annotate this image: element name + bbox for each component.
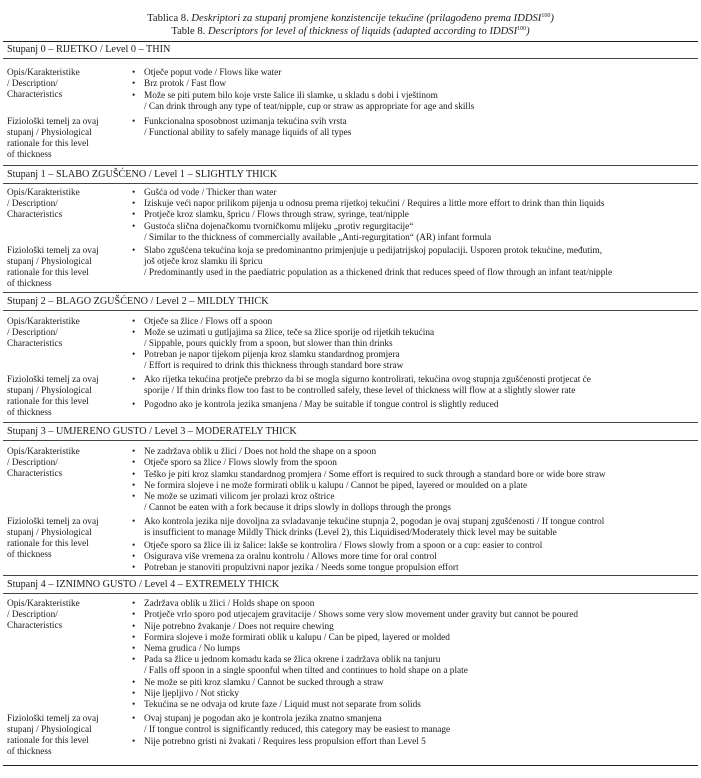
table-caption: [0, 0, 701, 40]
caption-hr-close: ): [550, 13, 554, 24]
list-item: [132, 400, 499, 411]
list-item-text: Gustoća slična dojenačkomu tvorničkomu mlijeku „protiv regurgitacije“: [144, 222, 414, 232]
list-item-text: Brz protok / Fast flow: [144, 79, 227, 89]
caption-en-number: Table 8.: [171, 25, 208, 37]
list-item: [132, 117, 351, 139]
list-item-text: Zadržava oblik u žlici / Holds shape on spoon: [144, 599, 315, 609]
list-item-text: / Predominantly used in the paediatric population as a thickened drink that reduces speed of flow through an infant teat/nipple: [144, 267, 613, 278]
list-item-text: Gušća od vode / Thicker than water: [144, 188, 277, 198]
level-heading-rule: [3, 183, 698, 184]
list-item: [132, 610, 578, 621]
row-label-line: / Description/: [7, 198, 58, 209]
bullet-icon: •: [132, 188, 136, 198]
list-item: [132, 199, 604, 210]
bullet-icon: •: [132, 563, 136, 573]
row-label-line: of thickness: [7, 278, 52, 289]
list-item: [132, 633, 450, 644]
level-heading-rule: [3, 440, 698, 441]
list-item-text: Otječe sa žlice / Flows off a spoon: [144, 317, 273, 327]
bullet-icon: •: [132, 199, 136, 209]
list-item-text: još otječe kroz slamku ili špricu: [144, 256, 263, 267]
bullet-icon: •: [132, 350, 136, 360]
caption-en-reference: 100: [517, 25, 527, 32]
row-label-line: Fiziološki temelj za ovaj: [7, 517, 99, 527]
caption-english: [0, 26, 701, 39]
list-item-text: / Falls off spoon in a single spoonful when tilted and continues to hold shape on a plate: [144, 665, 468, 676]
list-item: [132, 222, 491, 244]
row-label-rationale: [7, 246, 127, 290]
bullet-icon: •: [132, 700, 136, 710]
level-heading-rule: [3, 310, 698, 311]
list-item-text: Ako rijetka tekućina protječe prebrzo da bi se mogla sigurno kontrolirati, tekućina ovog stupnja zgušćenosti protjecat će: [144, 375, 591, 385]
list-item-text: Potreban je stanoviti propulzivni napor jezika / Needs some tongue propulsion effort: [144, 563, 459, 573]
list-item: [132, 375, 591, 397]
row-label-line: Characteristics: [7, 468, 63, 479]
list-item: [132, 517, 604, 539]
row-label-line: rationale for this level: [7, 538, 89, 549]
row-label-line: Opis/Karakteristike: [7, 447, 80, 457]
list-item: [132, 210, 409, 221]
row-label-description: [7, 68, 127, 101]
list-item: [132, 350, 403, 372]
level-heading: Stupanj 1 – SLABO ZGUŠĆENO / Level 1 – SLIGHTLY THICK: [7, 169, 278, 180]
row-label-line: Characteristics: [7, 89, 63, 100]
list-item-text: Ne može se piti kroz slamku / Cannot be sucked through a straw: [144, 678, 384, 688]
caption-hr-number: Tablica 8.: [147, 13, 192, 24]
row-label-line: Fiziološki temelj za ovaj: [7, 714, 99, 724]
row-label-line: rationale for this level: [7, 267, 89, 278]
list-item-text: Nema grudica / No lumps: [144, 644, 241, 654]
caption-hr-reference: 100: [541, 13, 551, 19]
row-label-line: of thickness: [7, 746, 52, 757]
list-item-text: Pada sa žlice u jednom komadu kada se žlica okrene i zadržava oblik na tanjuru: [144, 655, 441, 665]
list-item-text: Otječe sporo sa žlice / Flows slowly from the spoon: [144, 458, 337, 468]
list-item-text: / Functional ability to safely manage liquids of all types: [144, 127, 352, 138]
row-label-line: Characteristics: [7, 338, 63, 349]
row-label-line: rationale for this level: [7, 396, 89, 407]
caption-en-close: ): [526, 25, 530, 37]
row-label-line: Opis/Karakteristike: [7, 317, 80, 327]
list-item-text: Tekućina se ne odvaja od krute faze / Liquid must not separate from solids: [144, 700, 421, 710]
list-item: [132, 552, 437, 563]
row-label-line: Opis/Karakteristike: [7, 599, 80, 609]
list-item-text: / If tongue control is significantly reduced, this category may be easiest to manage: [144, 724, 451, 735]
list-item-text: Ne može se uzimati vilicom jer prolazi kroz oštrice: [144, 492, 335, 502]
list-item-text: Funkcionalna sposobnost uzimanja tekućina svih vrsta: [144, 117, 347, 127]
caption-en-title: Descriptors for level of thickness of liquids (adapted according to IDDSI: [207, 25, 518, 37]
list-item: [132, 689, 239, 700]
level-heading: Stupanj 2 – BLAGO ZGUŠĆENO / Level 2 – MILDLY THICK: [7, 296, 269, 307]
list-item-text: / Effort is required to drink this thickness through standard bore straw: [144, 360, 404, 371]
row-label-line: rationale for this level: [7, 138, 89, 149]
list-item-text: Iziskuje veći napor prilikom pijenja u odnosu prema rijetkoj tekućini / Requires a little more effort to drink than thin liquids: [144, 199, 605, 209]
list-item: [132, 541, 542, 552]
row-label-line: Fiziološki temelj za ovaj: [7, 375, 99, 385]
list-item-text: / Cannot be eaten with a fork because it drips slowly in dollops through the prongs: [144, 502, 452, 513]
list-item: [132, 644, 240, 655]
row-label-line: Characteristics: [7, 209, 63, 220]
row-label-line: Characteristics: [7, 620, 63, 631]
list-item: [132, 328, 434, 350]
list-item: [132, 458, 337, 469]
list-item-text: Otječe poput vode / Flows like water: [144, 68, 282, 78]
list-item: [132, 599, 314, 610]
list-item: [132, 481, 527, 492]
bullet-icon: •: [132, 447, 136, 457]
bullet-icon: •: [132, 492, 136, 502]
level-heading: Stupanj 0 – RIJETKO / Level 0 – THIN: [7, 44, 171, 55]
list-item-text: Potreban je napor tijekom pijenja kroz slamku standardnog promjera: [144, 350, 400, 360]
list-item: [132, 68, 281, 79]
row-label-line: / Description/: [7, 78, 58, 89]
list-item: [132, 246, 612, 279]
list-item-text: Može se uzimati u gutljajima sa žlice, teče sa žlice sporije od rijetkih tekućina: [144, 328, 435, 338]
row-label-rationale: [7, 375, 127, 419]
level-heading: Stupanj 3 – UMJERENO GUSTO / Level 3 – MODERATELY THICK: [7, 426, 297, 437]
row-label-line: stupanj / Physiological: [7, 527, 92, 538]
list-item-text: Ako kontrola jezika nije dovoljna za svladavanje tekućine stupnja 2, pogodan je ovaj stupanj zgušćenosti / If tongue control: [144, 517, 605, 527]
row-label-line: stupanj / Physiological: [7, 127, 92, 138]
bullet-icon: •: [132, 68, 136, 78]
bullet-icon: •: [132, 470, 136, 480]
list-item: [132, 563, 459, 574]
bullet-icon: •: [132, 517, 136, 527]
list-item-text: Otječe sporo sa žlice ili iz šalice: lakše se kontrolira / Flows slowly from a spoon or a cup: easier to control: [144, 541, 543, 551]
row-label-line: / Description/: [7, 327, 58, 338]
list-item-text: Ovaj stupanj je pogodan ako je kontrola jezika znatno smanjena: [144, 714, 382, 724]
row-label-line: rationale for this level: [7, 735, 89, 746]
list-item-text: / Similar to the thickness of commercially available „Anti-regurgitation“ (AR) infant formula: [144, 232, 492, 243]
row-label-line: stupanj / Physiological: [7, 385, 92, 396]
bullet-icon: •: [132, 655, 136, 665]
row-label-line: of thickness: [7, 549, 52, 560]
bullet-icon: •: [132, 610, 136, 620]
row-label-line: Opis/Karakteristike: [7, 188, 80, 198]
row-label-line: of thickness: [7, 149, 52, 160]
bullet-icon: •: [132, 689, 136, 699]
list-item-text: / Can drink through any type of teat/nipple, cup or straw as appropriate for age and skills: [144, 101, 475, 112]
list-item-text: Nije ljepljivo / Not sticky: [144, 689, 240, 699]
list-item-text: Formira slojeve i može formirati oblik u kalupu / Can be piped, layered or molded: [144, 633, 450, 643]
bullet-icon: •: [132, 117, 136, 127]
list-item: [132, 447, 376, 458]
bullet-icon: •: [132, 328, 136, 338]
bullet-icon: •: [132, 737, 136, 747]
list-item-text: Može se piti putem bilo koje vrste šalice ili slamke, u skladu s dobi i vještinom: [144, 91, 438, 101]
list-item-text: Nije potrebno žvakanje / Does not require chewing: [144, 622, 334, 632]
list-item: [132, 622, 334, 633]
list-item: [132, 655, 468, 677]
bullet-icon: •: [132, 644, 136, 654]
bullet-icon: •: [132, 458, 136, 468]
list-item-text: Slabo zgušćena tekućina koja se predominantno primjenjuje u pedijatrijskoj populaciji. Usporen protok tekućine, međutim,: [144, 246, 603, 256]
list-item-text: Ne zadržava oblik u žlici / Does not hold the shape on a spoon: [144, 447, 377, 457]
level-separator: [3, 165, 698, 166]
bullet-icon: •: [132, 317, 136, 327]
list-item-text: Nije potrebno gristi ni žvakati / Requires less propulsion effort than Level 5: [144, 737, 426, 747]
list-item-text: / Sippable, pours quickly from a spoon, but slower than thin drinks: [144, 338, 393, 349]
row-label-rationale: [7, 517, 127, 561]
list-item: [132, 714, 450, 736]
bullet-icon: •: [132, 622, 136, 632]
row-label-description: [7, 317, 127, 350]
table-top-rule: [3, 41, 698, 42]
row-label-line: of thickness: [7, 407, 52, 418]
level-separator: [3, 292, 698, 293]
row-label-line: stupanj / Physiological: [7, 256, 92, 267]
bullet-icon: •: [132, 222, 136, 232]
bullet-icon: •: [132, 552, 136, 562]
list-item: [132, 470, 606, 481]
list-item-text: is insufficient to manage Mildly Thick drinks (Level 2), this Liquidised/Moderately thick level may be suitable: [144, 527, 557, 538]
bullet-icon: •: [132, 541, 136, 551]
bullet-icon: •: [132, 91, 136, 101]
list-item-text: Teško je piti kroz slamku standardnog promjera / Some effort is required to suck through a standard bore or wide bore straw: [144, 470, 606, 480]
list-item: [132, 317, 272, 328]
row-label-description: [7, 447, 127, 480]
level-heading: Stupanj 4 – IZNIMNO GUSTO / Level 4 – EXTREMELY THICK: [7, 579, 280, 590]
bullet-icon: •: [132, 375, 136, 385]
list-item: [132, 700, 421, 711]
bullet-icon: •: [132, 481, 136, 491]
list-item-text: sporije / If thin drinks flow too fast to be controlled safely, these level of thickness will flow at a slightly slower rate: [144, 385, 576, 396]
list-item-text: Protječe vrlo sporo pod utjecajem gravitacije / Shows some very slow movement under gravity but cannot be poured: [144, 610, 579, 620]
row-label-line: / Description/: [7, 609, 58, 620]
table-bottom-rule: [3, 765, 698, 766]
bullet-icon: •: [132, 210, 136, 220]
list-item: [132, 188, 277, 199]
level-heading-rule: [3, 58, 698, 59]
list-item: [132, 91, 474, 113]
bullet-icon: •: [132, 246, 136, 256]
bullet-icon: •: [132, 599, 136, 609]
list-item: [132, 678, 384, 689]
level-heading-rule: [3, 593, 698, 594]
row-label-line: / Description/: [7, 457, 58, 468]
list-item-text: Ne formira slojeve i ne može formirati oblik u kalupu / Cannot be piped, layered or moulded on a plate: [144, 481, 528, 491]
bullet-icon: •: [132, 633, 136, 643]
row-label-description: [7, 188, 127, 221]
row-label-line: Fiziološki temelj za ovaj: [7, 117, 99, 127]
list-item: [132, 737, 426, 748]
row-label-line: stupanj / Physiological: [7, 724, 92, 735]
caption-croatian: [0, 13, 701, 26]
bullet-icon: •: [132, 678, 136, 688]
row-label-description: [7, 599, 127, 632]
list-item-text: Osigurava više vremena za oralnu kontrolu / Allows more time for oral control: [144, 552, 437, 562]
row-label-rationale: [7, 117, 127, 161]
list-item: [132, 79, 226, 90]
row-label-rationale: [7, 714, 127, 758]
level-separator: [3, 575, 698, 576]
list-item-text: Protječe kroz slamku, špricu / Flows through straw, syringe, teat/nipple: [144, 210, 409, 220]
caption-hr-title: Deskriptori za stupanj promjene konzistencije tekućine (prilagođeno prema IDDSI: [191, 13, 542, 24]
bullet-icon: •: [132, 79, 136, 89]
level-separator: [3, 422, 698, 423]
list-item: [132, 492, 451, 514]
list-item-text: Pogodno ako je kontrola jezika smanjena / May be suitable if tongue control is slightly reduced: [144, 400, 499, 410]
bullet-icon: •: [132, 714, 136, 724]
row-label-line: Opis/Karakteristike: [7, 68, 80, 78]
bullet-icon: •: [132, 400, 136, 410]
row-label-line: Fiziološki temelj za ovaj: [7, 246, 99, 256]
